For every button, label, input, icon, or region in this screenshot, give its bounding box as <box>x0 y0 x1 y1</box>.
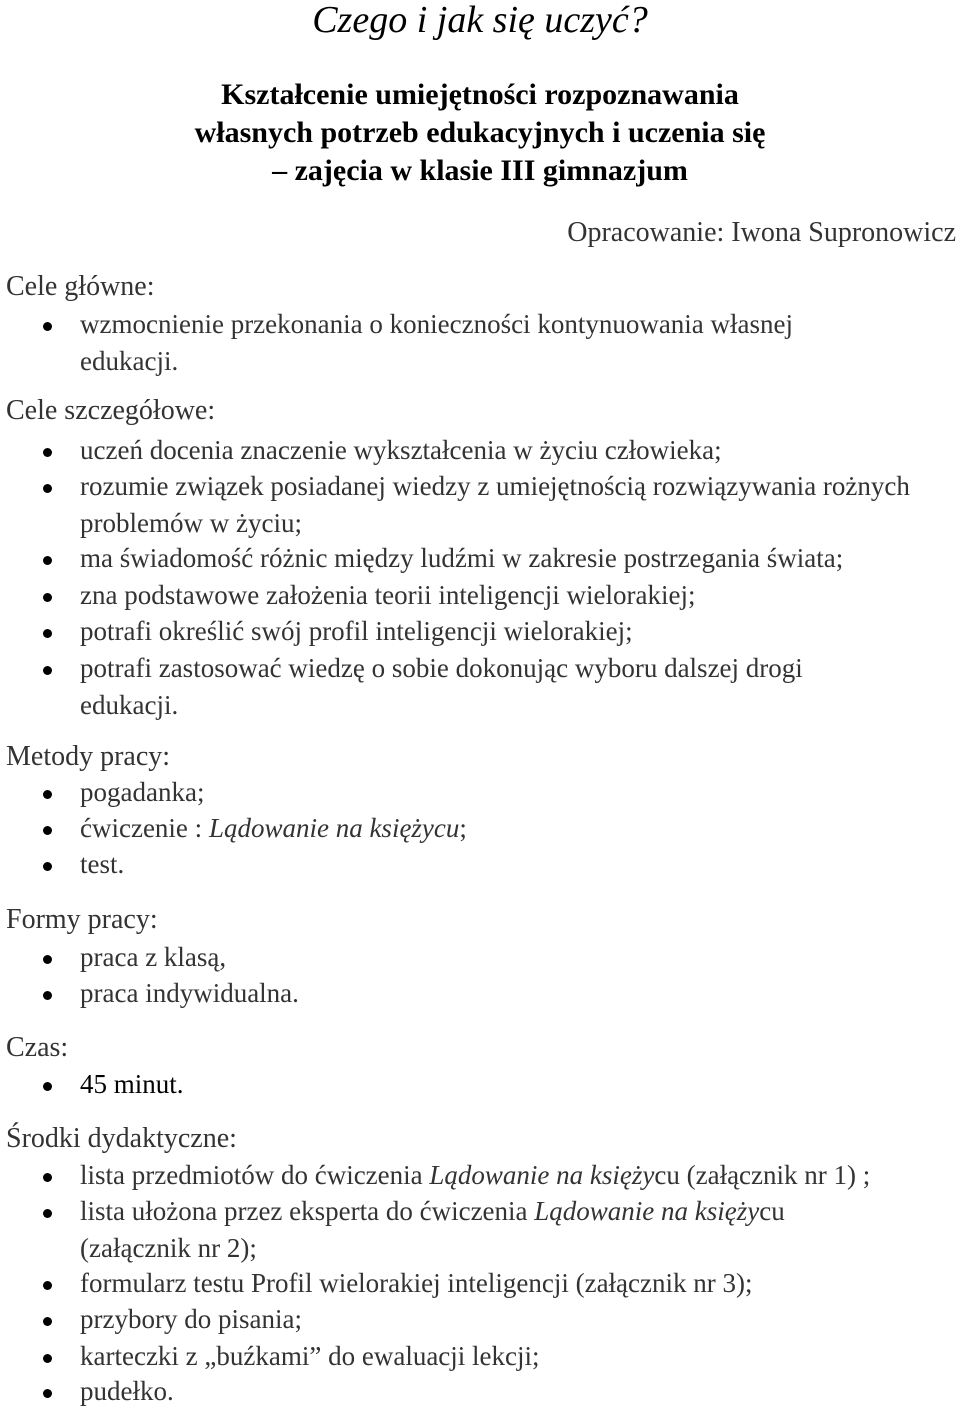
resource-prefix: lista przedmiotów do ćwiczenia <box>80 1160 430 1190</box>
list-item-text: ma świadomość różnic między ludźmi w zakresie postrzegania świata; <box>80 543 844 573</box>
exercise-title: Lądowanie na księży <box>429 1160 655 1190</box>
list-item-text: karteczki z „buźkami” do ewaluacji lekcji; <box>80 1341 540 1371</box>
bullet-icon <box>43 1281 52 1290</box>
bullet-icon <box>43 1082 52 1091</box>
list-item-text: pogadanka; <box>80 777 205 807</box>
list-item-text: potrafi określić swój profil inteligencji wielorakiej; <box>80 616 633 646</box>
list-item-text: potrafi zastosować wiedzę o sobie dokonując wyboru dalszej drogi edukacji. <box>80 653 803 720</box>
exercise-title: Lądowanie na księży <box>534 1196 760 1226</box>
resource-prefix: lista ułożona przez eksperta do ćwiczenia <box>80 1196 535 1226</box>
subtitle-line-3: – zajęcia w klasie III gimnazjum <box>272 154 688 187</box>
heading-main-goals: Cele główne: <box>6 271 155 302</box>
list-item-text <box>80 1157 960 1194</box>
bullet-icon <box>43 1354 52 1363</box>
bullet-icon <box>43 1389 52 1398</box>
resource-suffix: cu (załącznik nr 2); <box>80 1196 785 1263</box>
bullet-icon <box>43 448 52 457</box>
bullet-icon <box>43 1173 52 1182</box>
bullet-icon <box>43 790 52 799</box>
subtitle-line-2: własnych potrzeb edukacyjnych i uczenia się <box>194 116 766 149</box>
heading-methods: Metody pracy: <box>6 741 171 772</box>
list-item-text: formularz testu Profil wielorakiej inteligencji (załącznik nr 3); <box>80 1268 753 1298</box>
bullet-icon <box>43 666 52 675</box>
heading-detailed-goals: Cele szczegółowe: <box>6 395 216 426</box>
bullet-icon <box>43 1209 52 1218</box>
heading-time: Czas: <box>6 1032 69 1063</box>
bullet-icon <box>43 556 52 565</box>
bullet-icon <box>43 322 52 331</box>
list-item-text: pudełko. <box>80 1376 174 1406</box>
list-item-text: uczeń docenia znaczenie wykształcenia w życiu człowieka; <box>80 435 722 465</box>
bullet-icon <box>43 955 52 964</box>
list-item-text: wzmocnienie przekonania o konieczności kontynuowania własnej edukacji. <box>80 309 794 376</box>
bullet-icon <box>43 1317 52 1326</box>
bullet-icon <box>43 593 52 602</box>
method-prefix: ćwiczenie : <box>80 813 209 843</box>
author-credit: Opracowanie: Iwona Supronowicz <box>567 217 956 248</box>
list-item-text: 45 minut. <box>80 1069 184 1099</box>
exercise-title: Lądowanie na księżycu <box>208 813 460 843</box>
bullet-icon <box>43 862 52 871</box>
bullet-icon <box>43 991 52 1000</box>
method-suffix: ; <box>459 813 467 843</box>
document-title: Czego i jak się uczyć? <box>312 0 648 41</box>
list-item-text: przybory do pisania; <box>80 1304 302 1334</box>
list-item-text: rozumie związek posiadanej wiedzy z umiejętnością rozwiązywania rożnych problemów w życiu; <box>80 471 910 538</box>
subtitle-line-1: Kształcenie umiejętności rozpoznawania <box>221 78 739 111</box>
list-item-text: test. <box>80 849 125 879</box>
list-item-text <box>80 1193 900 1267</box>
list-item-text <box>80 810 960 847</box>
bullet-icon <box>43 826 52 835</box>
bullet-icon <box>43 484 52 493</box>
heading-resources: Środki dydaktyczne: <box>6 1123 237 1154</box>
heading-forms: Formy pracy: <box>6 904 158 935</box>
bullet-icon <box>43 629 52 638</box>
list-item-text: praca indywidualna. <box>80 978 299 1008</box>
resource-suffix: cu (załącznik nr 1) ; <box>654 1160 871 1190</box>
list-item-text: praca z klasą, <box>80 942 227 972</box>
list-item-text: zna podstawowe założenia teorii inteligencji wielorakiej; <box>80 580 696 610</box>
document-subtitle <box>0 76 960 190</box>
